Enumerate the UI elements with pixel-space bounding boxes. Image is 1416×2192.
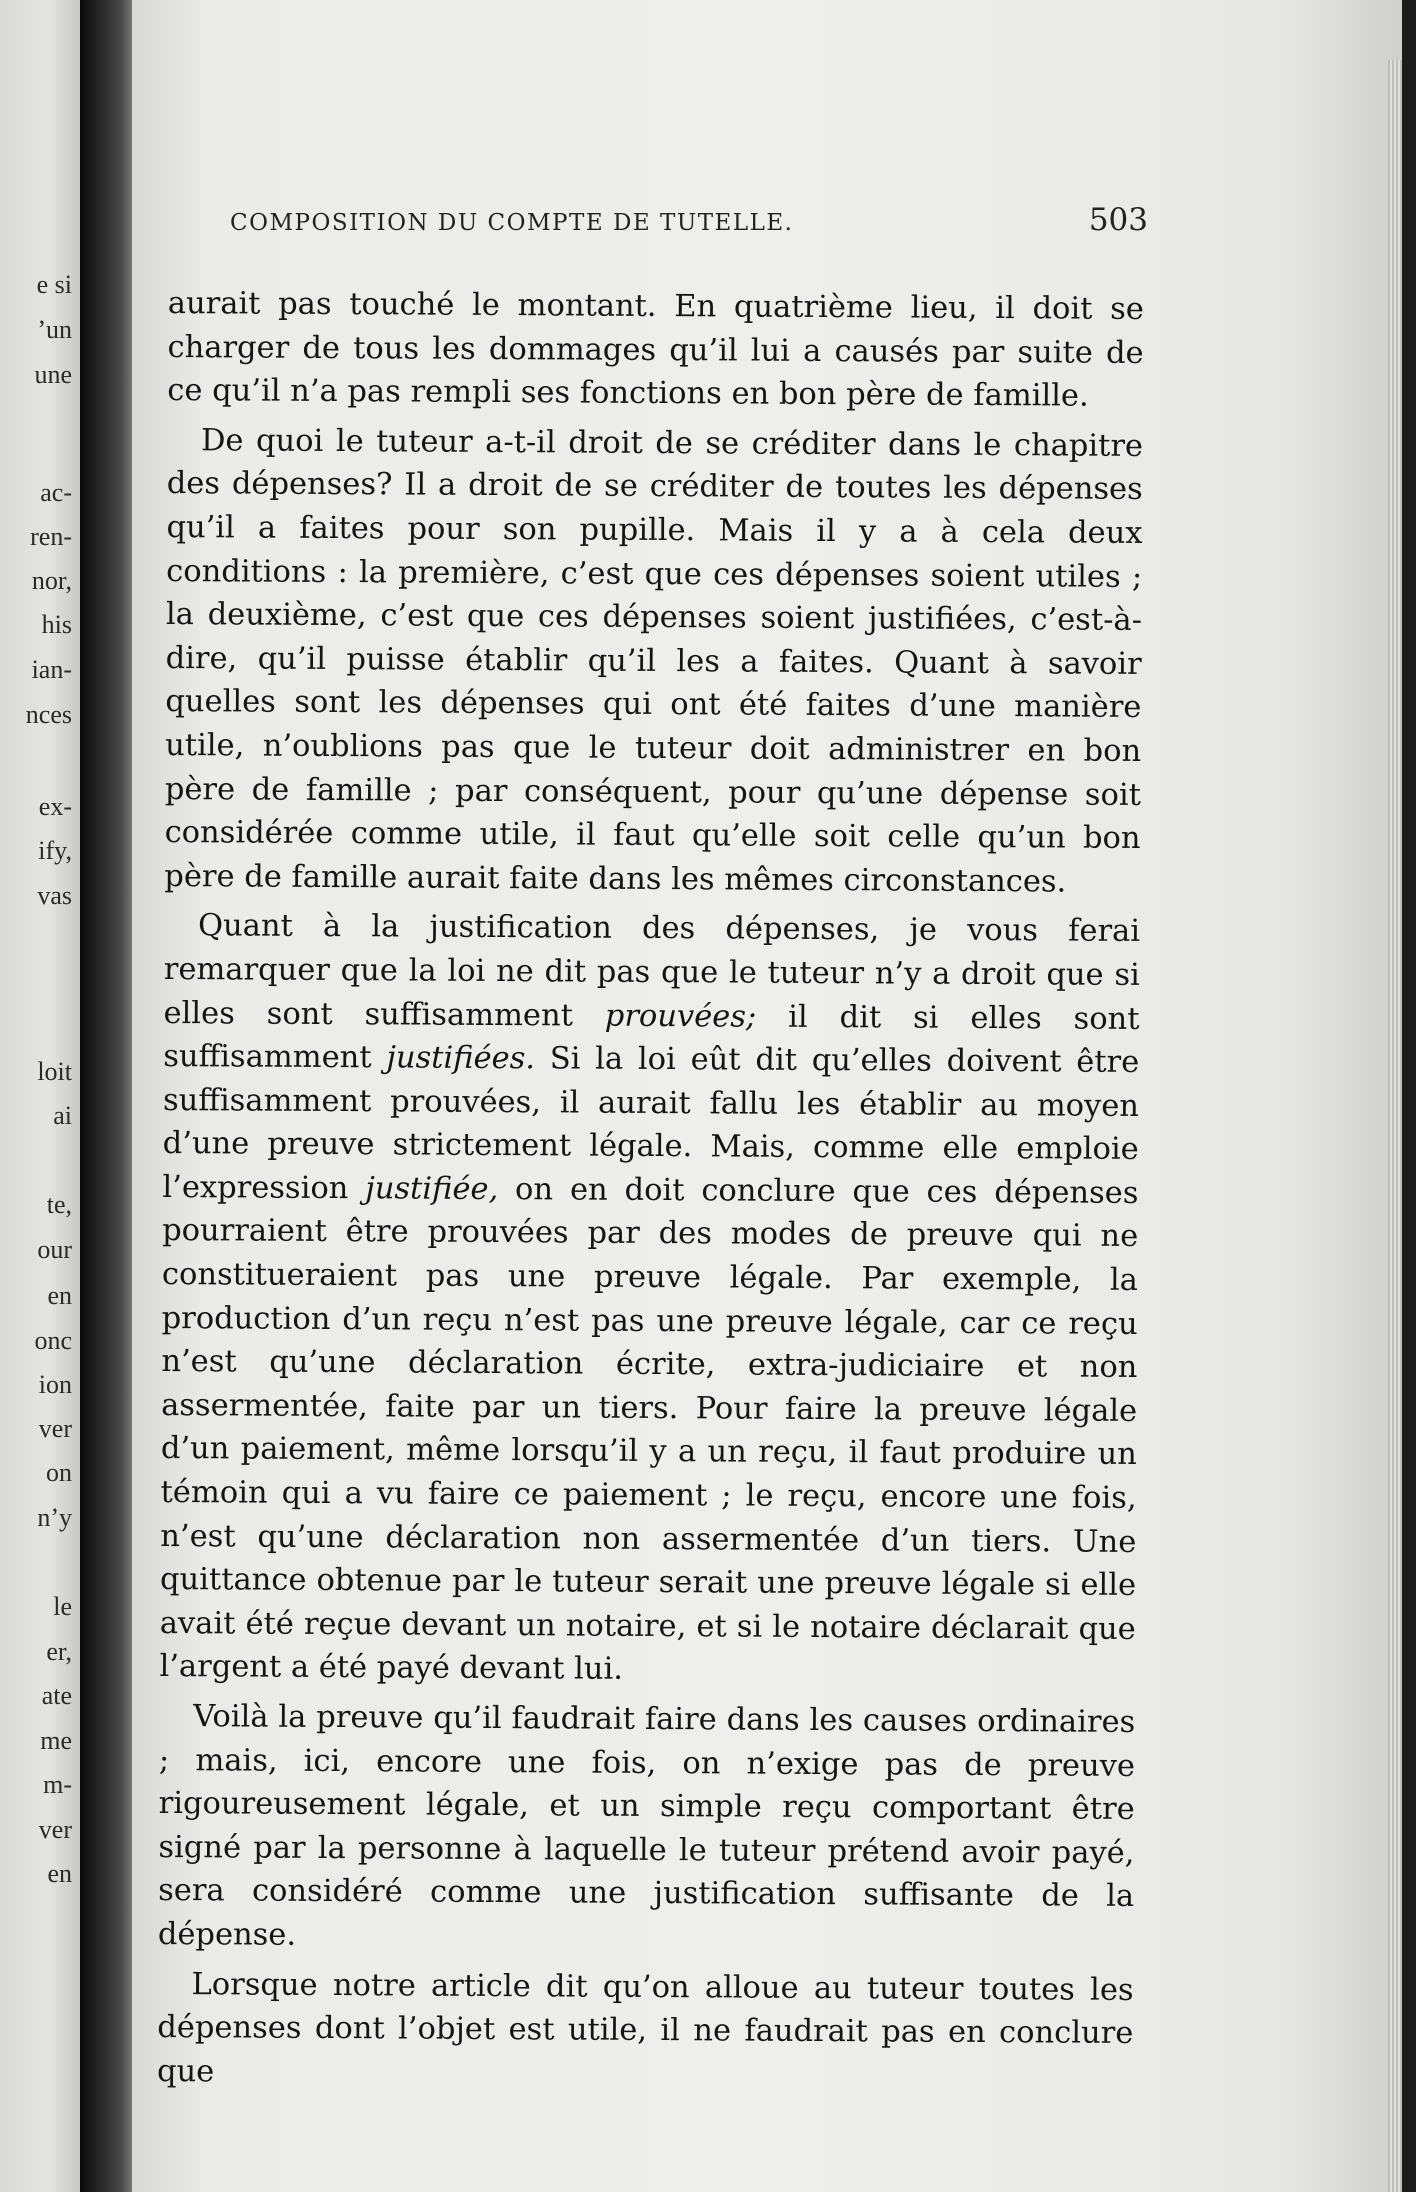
paragraph-text: Quant à la justification des dépenses, je vous ferai remarquer que la loi ne dit pas que le tuteur n’y a droit que si elles sont suffisamment (163, 908, 1141, 1034)
facing-page-text-fragment: our (37, 1235, 72, 1264)
body-text (157, 282, 1144, 2099)
facing-page-text-fragment: vas (37, 881, 72, 910)
facing-page-text-fragment: er, (46, 1637, 72, 1666)
paragraph-text: Voilà la preuve qu’il faudrait faire dans les causes ordinaires ; mais, ici, encore une fois, on n’exige pas de preuve rigoureusement légale, et un simple reçu comportant être signé par la personne à laquelle le tuteur prétend avoir payé, sera considéré comme une justification suffisante de la dépense. (157, 1699, 1136, 1953)
facing-page-text-fragment: his (41, 610, 72, 639)
facing-page-text-fragment: en (47, 1281, 72, 1310)
facing-page-text-fragment: n’y (37, 1503, 72, 1532)
running-head: COMPOSITION DU COMPTE DE TUTELLE. (230, 210, 794, 236)
facing-page-text-fragment: me (40, 1726, 72, 1755)
facing-page-text-fragment: m- (43, 1770, 72, 1799)
facing-page-text-fragment: nces (25, 700, 72, 729)
facing-page-text-fragment: ac- (40, 478, 72, 507)
facing-page-text-fragment: ify, (38, 836, 72, 865)
facing-page-text-fragment: ver (38, 1414, 72, 1443)
page-number: 503 (1088, 202, 1148, 238)
facing-page-text-fragment: le (53, 1592, 72, 1621)
facing-page-text-fragment: nor, (31, 566, 72, 595)
italic-term: justifiée, (365, 1171, 499, 1207)
facing-page-text-fragment: ai (53, 1101, 72, 1130)
paragraph-text: Lorsque notre article dit qu’on alloue au tuteur toutes les dépenses dont l’objet est utile, il ne faudrait pas en conclure que (156, 1966, 1134, 2090)
facing-page-text-fragment: ren- (30, 522, 72, 551)
paragraph (157, 1963, 1134, 2100)
italic-term: justifiées. (386, 1040, 536, 1077)
paragraph-text: aurait pas touché le montant. En quatrième lieu, il doit se charger de tous les dommages qu’il lui a causés par suite de ce qu’il n’a pas rempli ses fonctions en bon père de famille. (167, 285, 1144, 414)
book-gutter (80, 0, 140, 2192)
paragraph (167, 282, 1144, 419)
facing-page-text-fragment: on (46, 1458, 72, 1487)
paragraph-text: il dit si elles sont suffisamment (163, 999, 1140, 1076)
page-stack-edge (1388, 60, 1402, 2192)
paragraph (164, 419, 1143, 904)
facing-page-text-fragment: ion (38, 1370, 72, 1399)
facing-page-text-fragment: ian- (31, 655, 72, 684)
facing-page-text-fragment: onc (34, 1326, 72, 1355)
facing-page-text-fragment: en (47, 1859, 72, 1888)
italic-term: prouvées; (604, 998, 757, 1035)
facing-page-text-fragment: ex- (38, 792, 72, 821)
facing-page-text-fragment: loit (37, 1057, 72, 1086)
facing-page-edge (0, 0, 80, 2192)
paragraph-text: Si la loi eût dit qu’elles doivent être suffisamment prouvées, il aurait fallu les établir au moyen d’une preuve strictement légale. Mais, comme elle emploie l’expression (162, 1041, 1140, 1207)
facing-page-text-fragment: une (34, 360, 72, 389)
facing-page-text-fragment: te, (46, 1190, 72, 1219)
page-header (230, 202, 1148, 238)
paragraph-text: De quoi le tuteur a-t-il droit de se créditer dans le chapitre des dépenses? Il a droit de se créditer de toutes les dépenses qu’il a faites pour son pupille. Mais il y a à cela deux conditions : la première, c’est que ces dépenses soient utiles ; la deuxième, c’est que ces dépenses soient justifiées, c’est-à-dire, qu’il puisse établir qu’il les a faites. Quant à savoir quelles sont les dépenses qui ont été faites d’une manière utile, n’oublions pas que le tuteur doit administrer en bon père de famille ; par conséquent, pour qu’une dépense soit considérée comme utile, il faut qu’elle soit celle qu’un bon père de famille aurait faite dans les mêmes circonstances. (164, 422, 1144, 900)
paragraph (158, 1695, 1136, 1963)
paragraph (159, 904, 1140, 1695)
facing-page-text-fragment: ver (38, 1815, 72, 1844)
facing-page-text-fragment: ate (41, 1681, 72, 1710)
paragraph-text: on en doit conclure que ces dépenses pourraient être prouvées par des modes de preuve qui ne constitueraient pas une preuve légale. Par exemple, la production d’un reçu n’est pas une preuve légale, car ce reçu n’est qu’une déclaration écrite, extra-judiciaire et non assermentée, faite par un tiers. Pour faire la preuve légale d’un paiement, même lorsqu’il y a un reçu, il faut produire un témoin qui a vu faire ce paiement ; le reçu, encore une fois, n’est qu’une déclaration non assermentée d’un tiers. Une quittance obtenue par le tuteur serait une preuve légale si elle avait été reçue devant un notaire, et si le notaire déclarait que l’argent a été payé devant lui. (159, 1171, 1139, 1688)
facing-page-text-fragment: e si (36, 270, 72, 299)
facing-page-text-fragment: ’un (37, 315, 72, 344)
